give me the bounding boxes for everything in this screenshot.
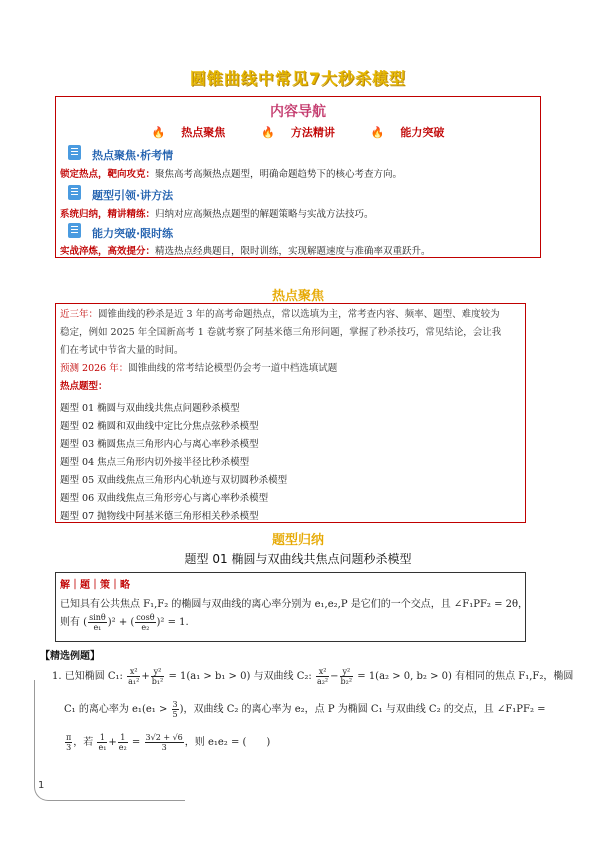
nav-section-line: 实战淬炼，高效提分：精选热点经典题目，限时训练，实现解题速度与准确率双重跃升。 — [60, 246, 431, 257]
hot-type-item: 题型 04 焦点三角形内切外接半径比秒杀模型 — [60, 457, 250, 468]
category-title: 题型 01 椭圆与双曲线共焦点问题秒杀模型 — [184, 552, 412, 566]
nav-tag: 🔥 能力突破 — [370, 126, 445, 139]
hot-type-item: 题型 05 双曲线焦点三角形内心轨迹与双切圆秒杀模型 — [60, 475, 288, 486]
fire-icon: 🔥 — [370, 126, 385, 139]
hot-types-label: 热点题型： — [60, 381, 108, 392]
hot-topics-box — [55, 303, 526, 523]
strategy-formula: 则有 ( $\frac{\sin\theta}{\text{e₁}}$ )² + ( $\frac{\cos\theta}{\text{e₂}}$ )² = 1. — [60, 613, 189, 632]
hot-type-item: 题型 01 椭圆与双曲线共焦点问题秒杀模型 — [60, 403, 240, 414]
hot-paragraph-1: 近三年：圆锥曲线的秒杀是近 3 年的高考命题热点，常以选填为主，常考查内容、频率、题型、难度较为 稳定，例如 2025 年全国新高考 1 卷就考察了阿基米德三角形问题，掌握了秒杀技巧，常见结论，会让我 们在考试中节省大量的时间。 — [60, 309, 502, 356]
example-line-1: 1. 已知椭圆 C₁: $\frac{\text{x²}}{\text{a₁²}}$ + $\frac{\text{y²}}{\text{b₁²}}$ = 1(a₁ > b₁ > 0) 与双曲线 C₂: $\frac{\text{x²}}{\text{a₂²}}$ − $\frac{\text{y²}}{\text{b₂²}}$ = 1(a₂ > 0, b₂ > 0) 有相同的焦点 F₁,F₂，椭圆 — [52, 667, 574, 686]
hot-type-item: 题型 03 椭圆焦点三角形内心与离心率秒杀模型 — [60, 439, 259, 450]
page-number: 1 — [38, 780, 45, 791]
example-label: 【精选例题】 — [40, 651, 100, 662]
nav-section-heading: 能力突破·限时练 — [92, 227, 174, 240]
example-line-2: C₁ 的离心率为 e₁(e₁ > $\frac{3}{5}$ )，双曲线 C₂ 的离心率为 e₂，点 P 为椭圆 C₁ 与双曲线 C₂ 的交点，且 ∠F₁PF₂ = — [64, 700, 546, 719]
hot-type-item: 题型 02 椭圆和双曲线中定比分焦点弦秒杀模型 — [60, 421, 259, 432]
hot-type-item: 题型 06 双曲线焦点三角形旁心与离心率秒杀模型 — [60, 493, 269, 504]
category-heading: 题型归纳 — [271, 533, 324, 548]
nav-tags — [56, 124, 540, 140]
hot-paragraph-2: 预测 2026 年：圆锥曲线的常考结论模型仍会考一道中档选填试题 — [60, 363, 338, 374]
book-icon — [68, 145, 81, 160]
content-navigation-box — [55, 96, 541, 258]
example-line-3: $\frac{\pi}{3}$ ，若 $\frac{1}{\text{e₁}}$ + $\frac{1}{\text{e₂}}$ = $\frac{3√2 + √6}{3}$ ，则 e₁e₂ = ( ) — [66, 733, 271, 752]
nav-section-heading: 题型引领·讲方法 — [92, 189, 174, 202]
book-icon — [68, 223, 81, 238]
nav-tag: 🔥 热点聚焦 — [151, 126, 226, 139]
hot-type-item: 题型 07 抛物线中阿基米德三角形相关秒杀模型 — [60, 511, 259, 522]
nav-section-line: 锁定热点，靶向攻克：聚焦高考高频热点题型，明确命题趋势下的核心考查方向。 — [60, 169, 403, 180]
nav-section-heading: 热点聚焦·析考情 — [92, 149, 174, 162]
fire-icon: 🔥 — [261, 126, 275, 139]
nav-tag: 🔥 方法精讲 — [261, 126, 335, 139]
document-title: 圆锥曲线中常见7大秒杀模型 — [189, 69, 407, 88]
nav-section-line: 系统归纳，精讲精练：归纳对应高频热点题型的解题策略与实战方法技巧。 — [60, 209, 374, 220]
strategy-label: 解｜题｜策｜略 — [60, 580, 130, 591]
page-corner-decoration — [34, 680, 185, 801]
book-icon — [68, 185, 81, 200]
strategy-line-1: 已知具有公共焦点 F₁,F₂ 的椭圆与双曲线的离心率分别为 e₁,e₂,P 是它们的一个交点，且 ∠F₁PF₂ = 2θ， — [60, 599, 529, 610]
hot-heading: 热点聚焦 — [271, 289, 324, 304]
nav-heading: 内容导航 — [270, 104, 326, 120]
strategy-box — [55, 572, 529, 642]
fire-icon: 🔥 — [151, 126, 166, 139]
